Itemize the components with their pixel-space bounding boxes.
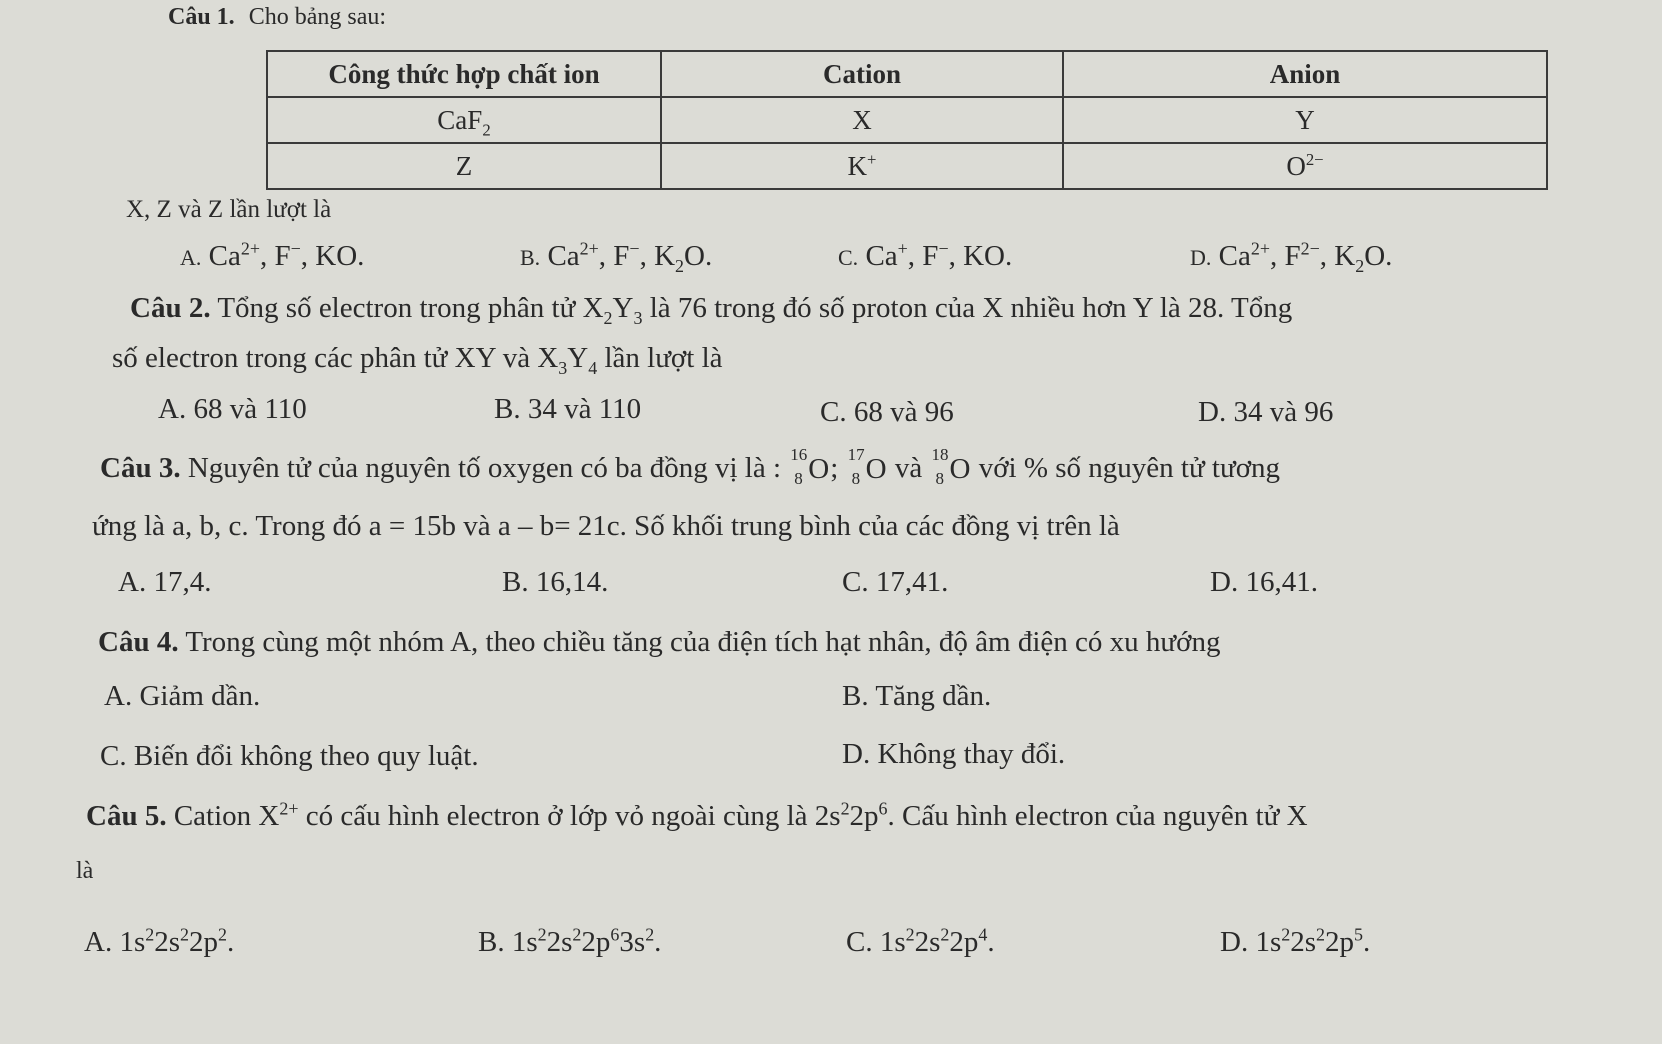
table-header-row [267, 51, 1547, 97]
option-text: $1s^22s^22p^63s^2$. [511, 924, 662, 958]
option-text: $Ca^{2+}$, $F^{2-}$, $K_2O$. [1218, 238, 1393, 276]
q5-option-b: B. $1s^22s^22p^63s^2$. [478, 924, 662, 958]
cell-anion: $O^{2-}$ [1063, 143, 1547, 189]
isotope-o17: 17 8 O [847, 445, 887, 488]
q3-title: Câu 3. [100, 452, 181, 484]
q2-option-b: B. 34 và 110 [494, 393, 642, 425]
isotope-o16: 16 8 O [790, 445, 830, 488]
q5-title: Câu 5. [86, 800, 167, 832]
cell-cation: K+ [661, 143, 1063, 189]
q4-title: Câu 4. [98, 626, 179, 658]
q1-option-a [180, 240, 364, 273]
q4-option-a: A. Giảm dần. [104, 680, 261, 712]
option-text: $1s^22s^22p^2$. [119, 924, 235, 958]
q1-title: Câu 1. [168, 4, 235, 30]
q1-prompt: X, Z và Z lần lượt là [126, 196, 332, 223]
q5-line-1: Câu 5. Cation $X^{2+}$ có cấu hình electron ở lớp vỏ ngoài cùng là $2s^22p^6$. Cấu hình electron của nguyên tử X [86, 798, 1308, 832]
option-text: Ca+, F−, KO. [865, 238, 1013, 272]
option-label: D. [1190, 245, 1212, 270]
q3-option-c: C. 17,41. [842, 566, 949, 598]
option-label: B. [520, 245, 541, 270]
q4-option-d: D. Không thay đổi. [842, 738, 1066, 770]
q5-option-a: A. $1s^22s^22p^2$. [84, 924, 235, 958]
header-anion: Anion [1063, 51, 1547, 97]
formula: $X_3Y_4$ [537, 342, 598, 378]
q2-option-c: C. 68 và 96 [820, 396, 954, 428]
option-text: $Ca^{2+}$, F−, $K_2O$. [547, 238, 713, 276]
q3-line-2: ứng là a, b, c. Trong đó a = 15b và a – b= 21c. Số khối trung bình của các đồng vị trên là [92, 510, 1120, 542]
q2-option-d: D. 34 và 96 [1198, 396, 1334, 428]
table-row [267, 97, 1547, 143]
q1-option-b [520, 238, 713, 276]
option-label: A. [180, 245, 202, 270]
q5-option-d: D. $1s^22s^22p^5$. [1220, 924, 1371, 958]
q5-option-c: C. $1s^22s^22p^4$. [846, 924, 995, 958]
q1-option-c [838, 240, 1012, 273]
q1-heading [168, 4, 386, 31]
option-text: $1s^22s^22p^4$. [879, 924, 995, 958]
q5-line-2: là [76, 858, 94, 884]
formula: $2s^22p^6$ [814, 798, 888, 832]
header-cation: Cation [661, 51, 1063, 97]
cell-formula: Z [267, 143, 661, 189]
option-text: $Ca^{2+}$, F−, KO. [208, 238, 365, 272]
cell-cation: X [661, 97, 1063, 143]
q3-option-b: B. 16,14. [502, 566, 609, 598]
ion-table [266, 50, 1548, 190]
q4-option-c: C. Biến đổi không theo quy luật. [100, 740, 479, 772]
q2-line-1: Câu 2. Tổng số electron trong phân tử $X_2Y_3$ là 76 trong đó số proton của X nhiều hơn Y là 28. Tổng [130, 292, 1293, 328]
q3-line-1: Câu 3. Nguyên tử của nguyên tố oxygen có ba đồng vị là : 16 8 O ; 17 8 O và 18 8 O với % số nguyên tử tương [100, 445, 1281, 488]
header-formula: Công thức hợp chất ion [267, 51, 661, 97]
table-row [267, 143, 1547, 189]
q2-title: Câu 2. [130, 292, 211, 324]
q4-line-1: Câu 4. Trong cùng một nhóm A, theo chiều tăng của điện tích hạt nhân, độ âm điện có xu hướng [98, 626, 1221, 658]
cell-anion: Y [1063, 97, 1547, 143]
isotope-o18: 18 8 O [931, 445, 971, 488]
q3-option-d: D. 16,41. [1210, 566, 1318, 598]
q1-option-d [1190, 238, 1393, 276]
option-label: C. [838, 245, 859, 270]
formula: $X^{2+}$ [258, 798, 299, 832]
q1-text: Cho bảng sau: [248, 4, 387, 30]
cell-formula: CaF$_2$ [267, 97, 661, 143]
q4-option-b: B. Tăng dần. [842, 680, 992, 712]
q3-option-a: A. 17,4. [118, 566, 212, 598]
q2-option-a: A. 68 và 110 [158, 393, 307, 425]
q2-line-2: số electron trong các phân tử XY và $X_3Y_4$ lần lượt là [112, 342, 723, 378]
option-text: $1s^22s^22p^5$. [1255, 924, 1371, 958]
formula: $X_2Y_3$ [582, 292, 643, 328]
